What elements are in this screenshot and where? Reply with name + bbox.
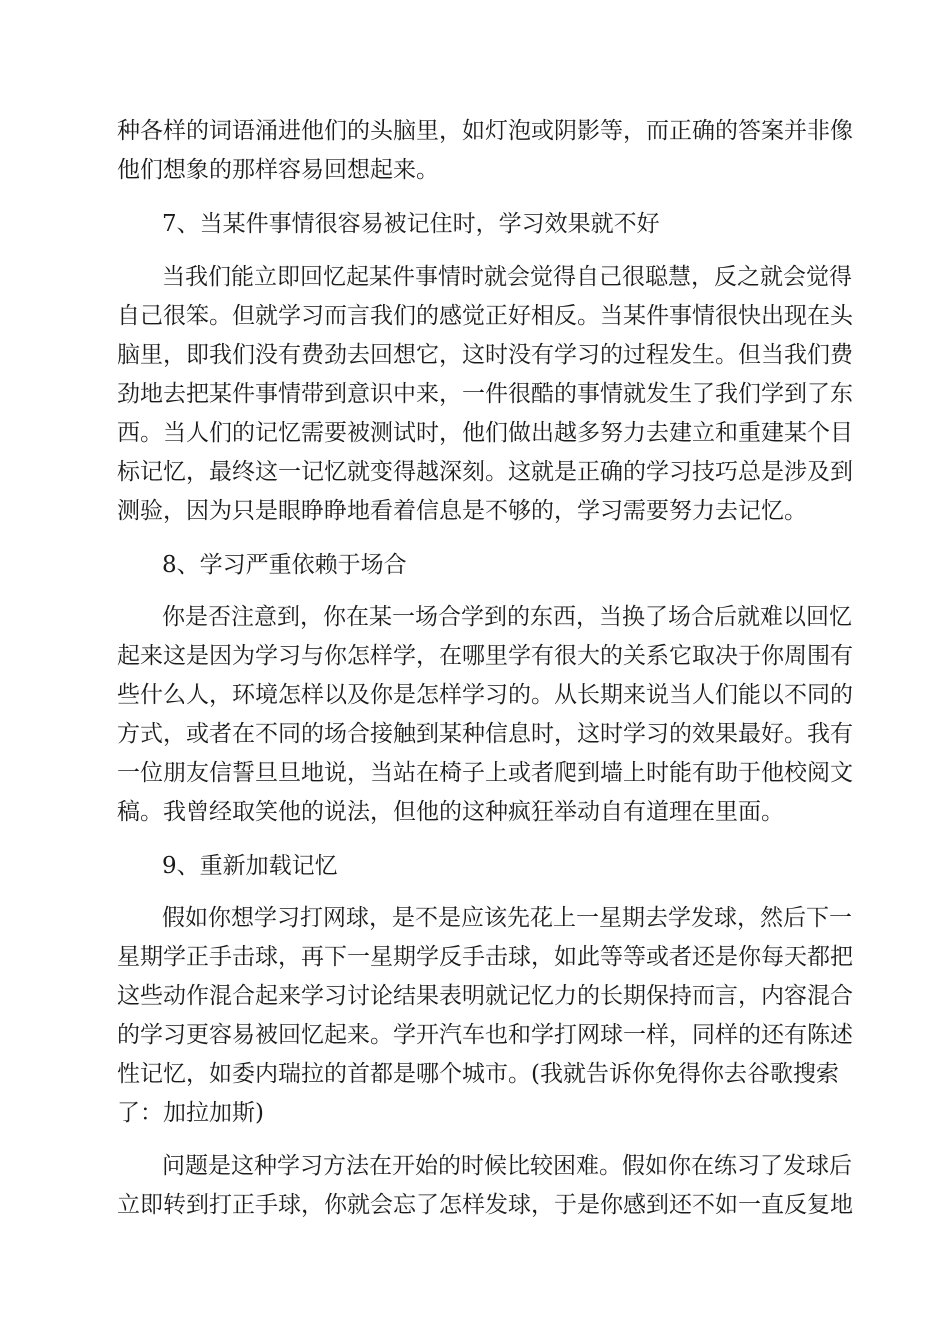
section-heading-9: 9、重新加载记忆 — [162, 853, 338, 879]
text-line: 种各样的词语涌进他们的头脑里，如灯泡或阴影等，而正确的答案并非像 — [117, 118, 853, 144]
text-line: 这些动作混合起来学习讨论结果表明就记忆力的长期保持而言，内容混合 — [117, 983, 853, 1009]
text-line: 星期学正手击球，再下一星期学反手击球，如此等等或者还是你每天都把 — [117, 944, 853, 970]
text-line: 标记忆，最终这一记忆就变得越深刻。这就是正确的学习技巧总是涉及到 — [117, 459, 853, 485]
text-line: 些什么人，环境怎样以及你是怎样学习的。从长期来说当人们能以不同的 — [117, 682, 853, 708]
text-line: 了：加拉加斯) — [117, 1100, 264, 1126]
text-line: 脑里，即我们没有费劲去回想它，这时没有学习的过程发生。但当我们费 — [117, 342, 853, 368]
text-line: 起来这是因为学习与你怎样学，在哪里学有很大的关系它取决于你周围有 — [117, 643, 853, 669]
text-line: 的学习更容易被回忆起来。学开汽车也和学打网球一样，同样的还有陈述 — [117, 1022, 853, 1048]
text-line: 西。当人们的记忆需要被测试时，他们做出越多努力去建立和重建某个目 — [117, 420, 853, 446]
text-line: 测验，因为只是眼睁睁地看着信息是不够的，学习需要努力去记忆。 — [117, 498, 807, 524]
text-line: 自己很笨。但就学习而言我们的感觉正好相反。当某件事情很快出现在头 — [117, 303, 853, 329]
text-line: 假如你想学习打网球，是不是应该先花上一星期去学发球，然后下一 — [162, 905, 852, 931]
text-line: 稿。我曾经取笑他的说法，但他的这种疯狂举动自有道理在里面。 — [117, 799, 784, 825]
section-heading-8: 8、学习严重依赖于场合 — [162, 552, 407, 578]
section-heading-7: 7、当某件事情很容易被记住时，学习效果就不好 — [162, 211, 660, 237]
text-line: 问题是这种学习方法在开始的时候比较困难。假如你在练习了发球后 — [162, 1153, 852, 1179]
text-line: 他们想象的那样容易回想起来。 — [117, 157, 439, 183]
text-line: 方式，或者在不同的场合接触到某种信息时，这时学习的效果最好。我有 — [117, 721, 853, 747]
text-line: 你是否注意到，你在某一场合学到的东西，当换了场合后就难以回忆 — [162, 604, 852, 630]
text-line: 一位朋友信誓旦旦地说，当站在椅子上或者爬到墙上时能有助于他校阅文 — [117, 760, 853, 786]
text-line: 当我们能立即回忆起某件事情时就会觉得自己很聪慧，反之就会觉得 — [162, 264, 852, 290]
text-line: 性记忆，如委内瑞拉的首都是哪个城市。(我就告诉你免得你去谷歌搜索 — [117, 1061, 839, 1087]
text-line: 劲地去把某件事情带到意识中来，一件很酷的事情就发生了我们学到了东 — [117, 381, 853, 407]
text-line: 立即转到打正手球，你就会忘了怎样发球，于是你感到还不如一直反复地 — [117, 1192, 853, 1218]
